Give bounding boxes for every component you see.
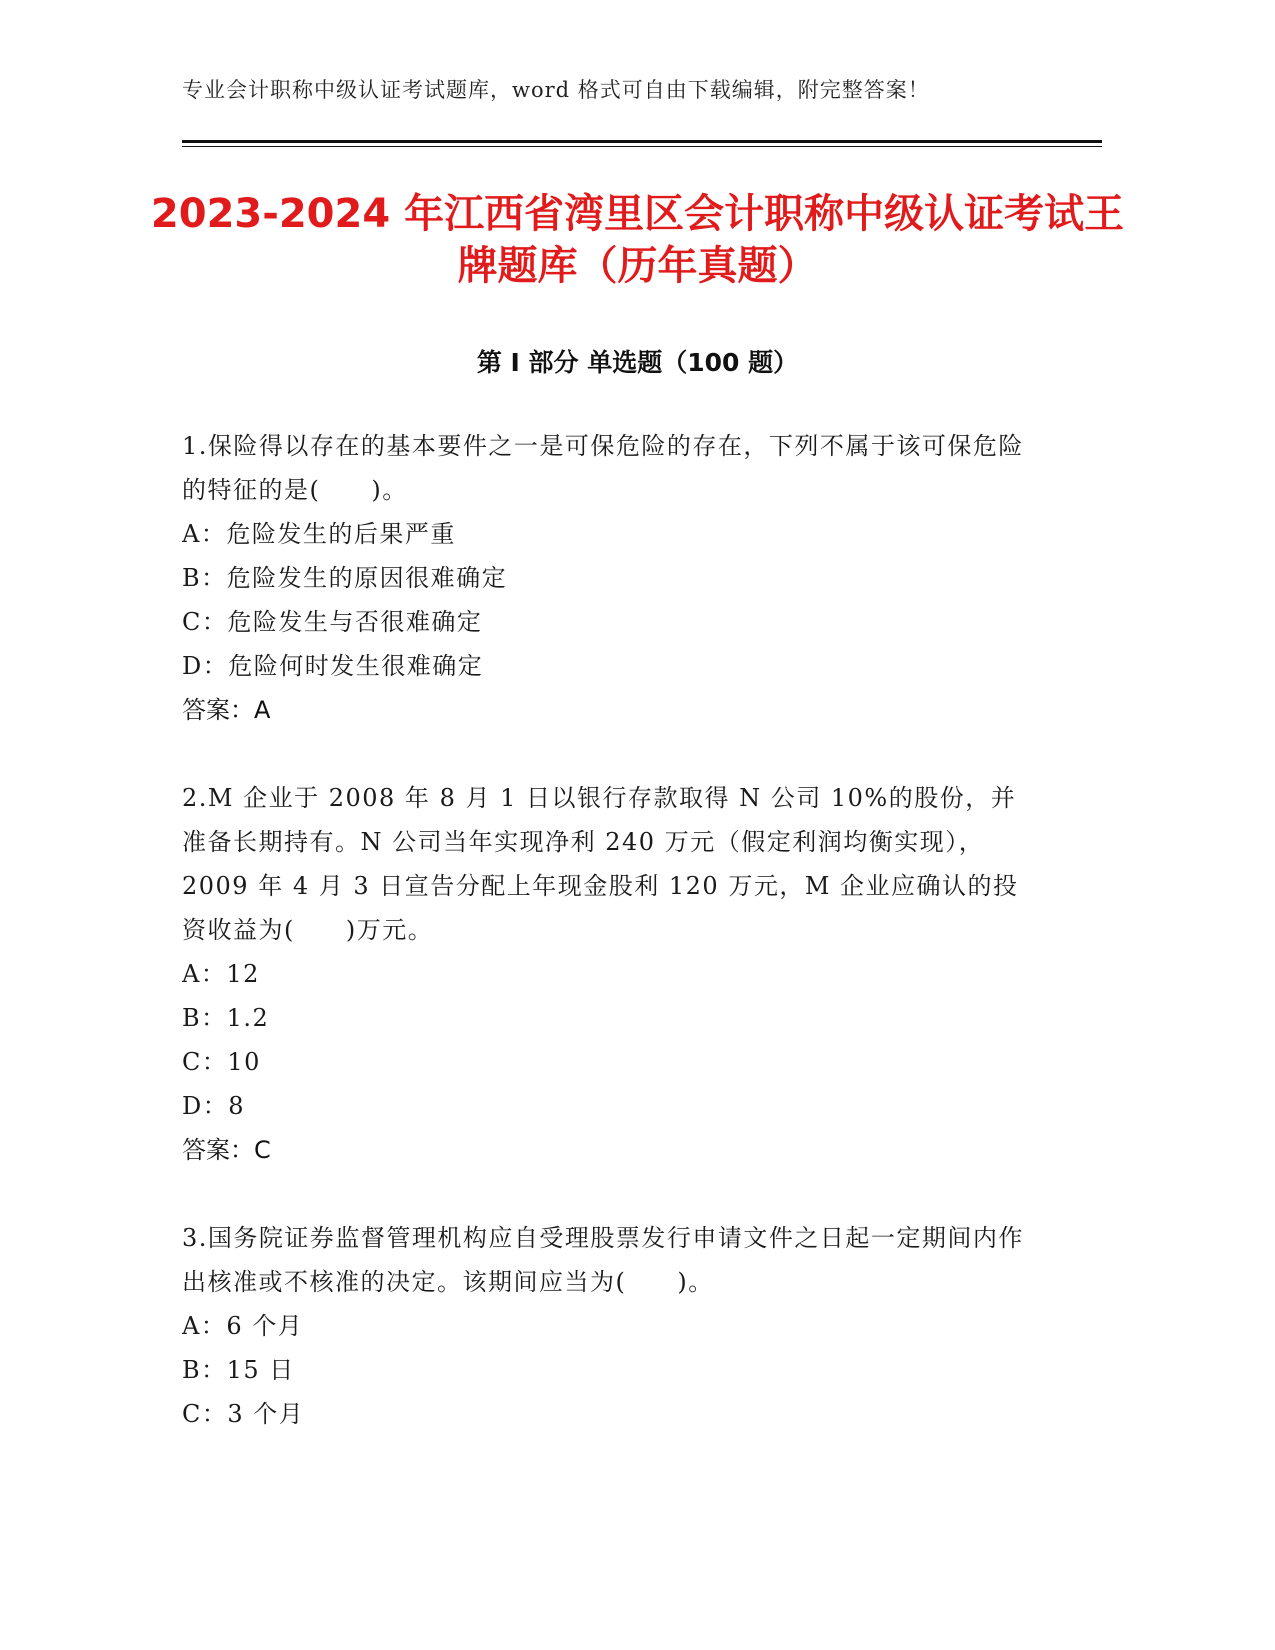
- question-stem: 1.保险得以存在的基本要件之一是可保危险的存在，下列不属于该可保危险的特征的是( )。: [182, 432, 1024, 504]
- option-b: B：1.2: [182, 1004, 270, 1032]
- header-rule-thin: [182, 146, 1102, 147]
- option-d: D：危险何时发生很难确定: [182, 652, 484, 680]
- section-title: 第 I 部分 单选题（100 题）: [476, 348, 799, 377]
- document-title: 2023-2024 年江西省湾里区会计职称中级认证考试王牌题库（历年真题）: [150, 191, 1125, 289]
- question-2: [182, 776, 1032, 1172]
- question-1: [182, 424, 1032, 732]
- question-stem: 3.国务院证券监督管理机构应自受理股票发行申请文件之日起一定期间内作出核准或不核准的决定。该期间应当为( )。: [182, 1224, 1024, 1296]
- question-list: [182, 424, 1032, 1480]
- question-3: [182, 1216, 1032, 1436]
- answer: 答案：A: [182, 696, 271, 724]
- option-a: A：12: [182, 960, 260, 988]
- option-d: D：8: [182, 1092, 246, 1120]
- option-b: B：危险发生的原因很难确定: [182, 564, 508, 592]
- option-a: A：危险发生的后果严重: [182, 520, 456, 548]
- question-stem: 2.M 企业于 2008 年 8 月 1 日以银行存款取得 N 公司 10%的股份，并准备长期持有。N 公司当年实现净利 240 万元（假定利润均衡实现），2009 年 4 月 3 日宣告分配上年现金股利 120 万元，M 企业应确认的投资收益为( )万元。: [182, 784, 1019, 944]
- answer: 答案：C: [182, 1136, 271, 1164]
- option-b: B：15 日: [182, 1356, 295, 1384]
- header-rule-thick: [182, 140, 1102, 143]
- option-c: C：10: [182, 1048, 261, 1076]
- option-c: C：3 个月: [182, 1400, 305, 1428]
- option-c: C：危险发生与否很难确定: [182, 608, 483, 636]
- option-a: A：6 个月: [182, 1312, 304, 1340]
- header-note: 专业会计职称中级认证考试题库，word 格式可自由下载编辑，附完整答案！: [182, 78, 930, 102]
